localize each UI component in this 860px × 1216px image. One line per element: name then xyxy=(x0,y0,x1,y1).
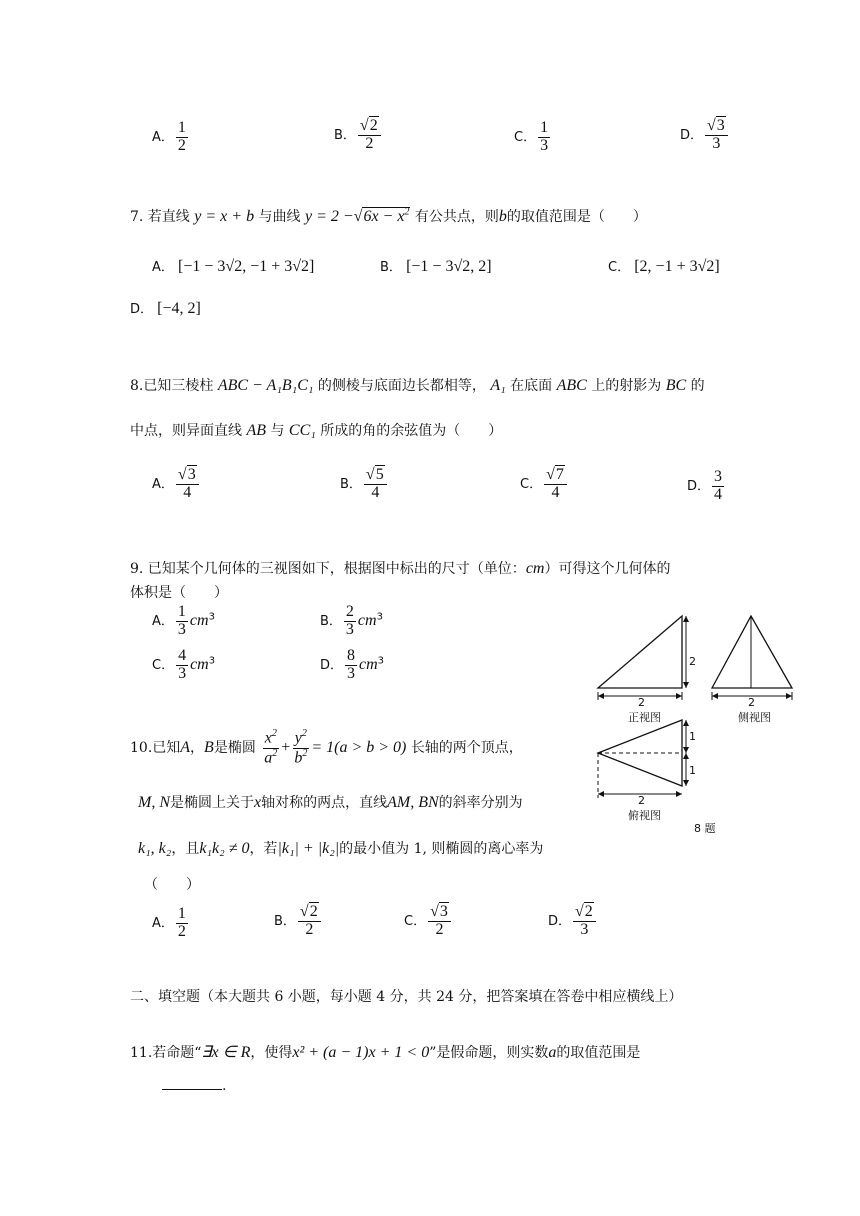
q9-line-2: 体积是（ ） xyxy=(130,585,228,601)
side-width-dim: 2 xyxy=(748,696,755,709)
q7-stem: 7. 若直线 y = x + b 与曲线 $y = 2 -√6x - x^2$ 有公共点，则b的取值范围是（ ） xyxy=(130,206,647,225)
section-2-heading: 二、填空题（本大题共 6 小题，每小题 4 分，共 24 分，把答案填在答卷中相应横线上） xyxy=(130,989,683,1005)
q10-option-d: D． $\frac{√2}{3}$ xyxy=(548,904,598,939)
q7-option-d: D． [−4, 2] xyxy=(130,300,201,317)
q8-line-2: 中点，则异面直线 AB 与 CC₁ 所成的角的余弦值为（ ） xyxy=(130,422,503,439)
q8-option-c: C． $\frac{√7}{4}$ xyxy=(520,467,569,502)
q9-option-c: C． $\frac{4}{3}$ $cm^3$ xyxy=(152,647,216,682)
q8-option-b: B． $\frac{√5}{4}$ xyxy=(340,467,389,502)
side-view xyxy=(712,616,792,700)
top-width-dim: 2 xyxy=(638,794,645,807)
q9-line-1: 9. 已知某个几何体的三视图如下，根据图中标出的尺寸（单位：cm）可得这个几何体的 xyxy=(130,560,671,577)
q10-option-b: B． $\frac{√2}{2}$ xyxy=(274,904,323,939)
q10-line-3: k₁, k₂，且k₁k₂ ≠ 0，若|k₁| + |k₂|的最小值为 1, 则椭圆的离心率为 xyxy=(138,840,544,857)
top-view xyxy=(598,720,686,798)
front-width-dim: 2 xyxy=(638,696,645,709)
front-height-dim: 2 xyxy=(689,655,696,668)
q9-option-a: A． $\frac{1}{3}$ $cm^3$ xyxy=(152,603,215,638)
q7-option-c: C． [2, −1 + 3√2] xyxy=(608,258,720,275)
q7-option-a: A． [−1 − 3√2, −1 + 3√2] xyxy=(152,258,315,275)
q11-stem: 11.若命题“∃x ∈ R，使得x² + (a − 1)x + 1 < 0”是假命题，则实数a的取值范围是 xyxy=(130,1044,641,1061)
figure-caption: 8 题 xyxy=(694,822,716,835)
front-view-label: 正视图 xyxy=(628,711,661,724)
q10-line-1: 10.已知A，B是椭圆 $\frac{x^2}{a^2}$ + $\frac{y^2}{b^2}$ = 1(a > b > 0) 长轴的两个顶点， xyxy=(130,728,523,766)
q8-option-d: D． $\frac{3}{4}$ xyxy=(687,468,723,503)
q10-line-4: （ ） xyxy=(144,877,200,893)
side-view-label: 侧视图 xyxy=(738,711,771,724)
q9-option-b: B． $\frac{2}{3}$ $cm^3$ xyxy=(320,603,383,638)
top-upper-dim: 1 xyxy=(689,730,696,743)
q8-option-a: A． $\frac{√3}{4}$ xyxy=(152,467,201,502)
q6-option-d: D． $\frac{√3}{3}$ xyxy=(680,118,730,153)
q10-option-c: C． $\frac{√3}{2}$ xyxy=(404,904,453,939)
q11-answer-blank[interactable]: . xyxy=(162,1078,226,1094)
q6-option-b: B． $\frac{√2}{2}$ xyxy=(334,118,383,153)
q10-option-a: A． $\frac{1}{2}$ xyxy=(152,905,186,940)
q9-option-d: D． $\frac{8}{3}$ $cm^3$ xyxy=(320,647,385,682)
q7-option-b: B． [−1 − 3√2, 2] xyxy=(380,258,492,275)
top-lower-dim: 1 xyxy=(689,764,696,777)
q6-option-c: C． $\frac{1}{3}$ xyxy=(514,119,549,154)
q10-line-2: M, N是椭圆上关于x轴对称的两点，直线AM, BN的斜率分别为 xyxy=(138,794,523,811)
front-view xyxy=(598,616,686,700)
q8-line-1: 8.已知三棱柱 ABC − A₁B₁C₁ 的侧棱与底面边长都相等， A₁ 在底面 ABC 上的射影为 BC 的 xyxy=(130,377,705,394)
q6-option-a: A． $\frac{1}{2}$ xyxy=(152,119,186,154)
three-view-figure xyxy=(588,608,808,838)
top-view-label: 俯视图 xyxy=(628,809,661,822)
